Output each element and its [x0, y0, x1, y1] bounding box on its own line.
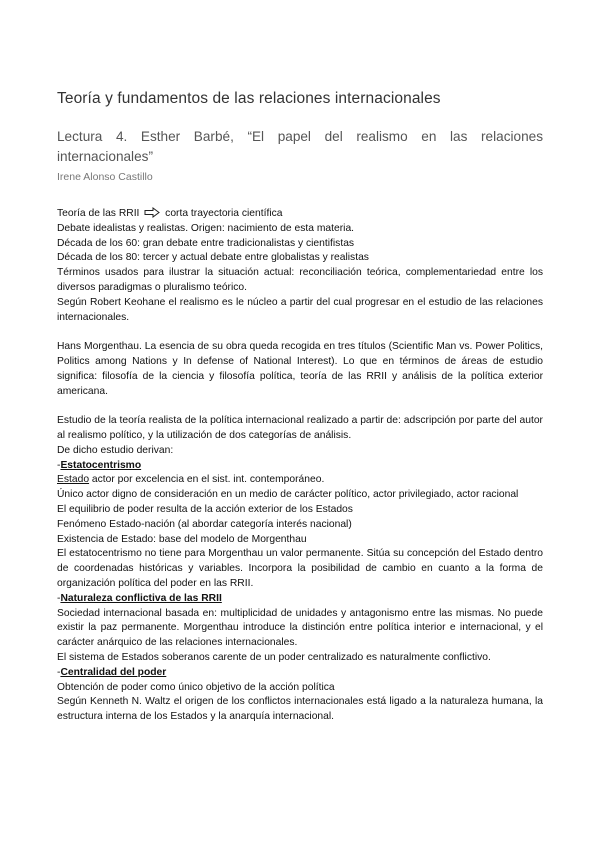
right-arrow-icon — [144, 207, 160, 218]
paragraph-line: El estatocentrismo no tiene para Morgenthau un valor permanente. Sitúa su concepción del Estado dentro de coordenadas históricas y variables. Incorpora la posibilidad de cambio en cuanto a la forma de organización política del poder en las RRII. — [57, 548, 543, 589]
document-body — [57, 207, 543, 725]
paragraph-line: El sistema de Estados soberanos carente de un poder centralizado es naturalmente conflictivo. — [57, 651, 491, 663]
section-title: Naturaleza conflictiva de las RRII — [60, 592, 222, 604]
paragraph-line: Existencia de Estado: base del modelo de Morgenthau — [57, 533, 307, 545]
paragraph-line: Década de los 80: tercer y actual debate entre globalistas y realistas — [57, 252, 369, 264]
section-heading-centralidad: -Centralidad del poder — [57, 666, 167, 678]
document-author: Irene Alonso Castillo — [57, 171, 153, 183]
document-subtitle: Lectura 4. Esther Barbé, “El papel del realismo en las relaciones internacionales” — [57, 129, 543, 164]
paragraph-line: Según Robert Keohane el realismo es le núcleo a partir del cual progresar en el estudio de las relaciones internacionales. — [57, 296, 543, 323]
paragraph-line: Debate idealistas y realistas. Origen: nacimiento de esta materia. — [57, 222, 355, 234]
section-heading-estatocentrismo: -Estatocentrismo — [57, 459, 142, 471]
paragraph-line: Según Kenneth N. Waltz el origen de los conflictos internacionales está ligado a la naturaleza humana, la estructura interna de los Estados y la anarquía internacional. — [57, 696, 543, 723]
intro-text-cont: corta trayectoria científica — [165, 208, 283, 219]
morgenthau-paragraph: Hans Morgenthau. La esencia de su obra queda recogida en tres títulos (Scientific Man vs. Power Politics, Politics among Nations y In defense of National Interest). Lo que en términos de áreas de estudio significa: filosofía de la ciencia y filosofía política, teoría de las RRII y análisis de la política exterior americana. — [57, 341, 543, 397]
study-derive-line: De dicho estudio derivan: — [57, 444, 174, 456]
paragraph-line: Fenómeno Estado-nación (al abordar categoría interés nacional) — [57, 518, 352, 530]
study-paragraph: Estudio de la teoría realista de la política internacional realizado a partir de: adscripción por parte del autor al realismo político, y la utilización de dos categorías de análisis. — [57, 415, 543, 441]
document-title: Teoría y fundamentos de las relaciones internacionales — [57, 90, 441, 107]
paragraph-line: Sociedad internacional basada en: multiplicidad de unidades y antagonismo entre las mismas. No puede existir la paz permanente. Morgenthau introduce la distinción entre política interior e internacional, y el carácter anárquico de las relaciones internacionales. — [57, 607, 543, 649]
paragraph-line: Década de los 60: gran debate entre tradicionalistas y cientifistas — [57, 237, 355, 249]
section-title: Estatocentrismo — [60, 459, 142, 471]
intro-text: Teoría de las RRII — [57, 208, 140, 219]
paragraph-line: El equilibrio de poder resulta de la acción exterior de los Estados — [57, 503, 353, 515]
section-heading-naturaleza: -Naturaleza conflictiva de las RRII — [57, 592, 222, 604]
paragraph-line: Obtención de poder como único objetivo de la acción política — [57, 681, 335, 693]
paragraph-line: Único actor digno de consideración en un medio de carácter político, actor privilegiado, actor racional — [57, 489, 519, 501]
paragraph-line: Términos usados para ilustrar la situación actual: reconciliación teórica, complementariedad entre los diversos paradigmas o pluralismo teórico. — [57, 267, 543, 293]
underlined-term: Estado — [57, 474, 90, 486]
section-title: Centralidad del poder — [60, 666, 167, 678]
intro-line — [57, 207, 543, 222]
paragraph-line: Estado actor por excelencia en el sist. int. contemporáneo. — [57, 474, 325, 486]
